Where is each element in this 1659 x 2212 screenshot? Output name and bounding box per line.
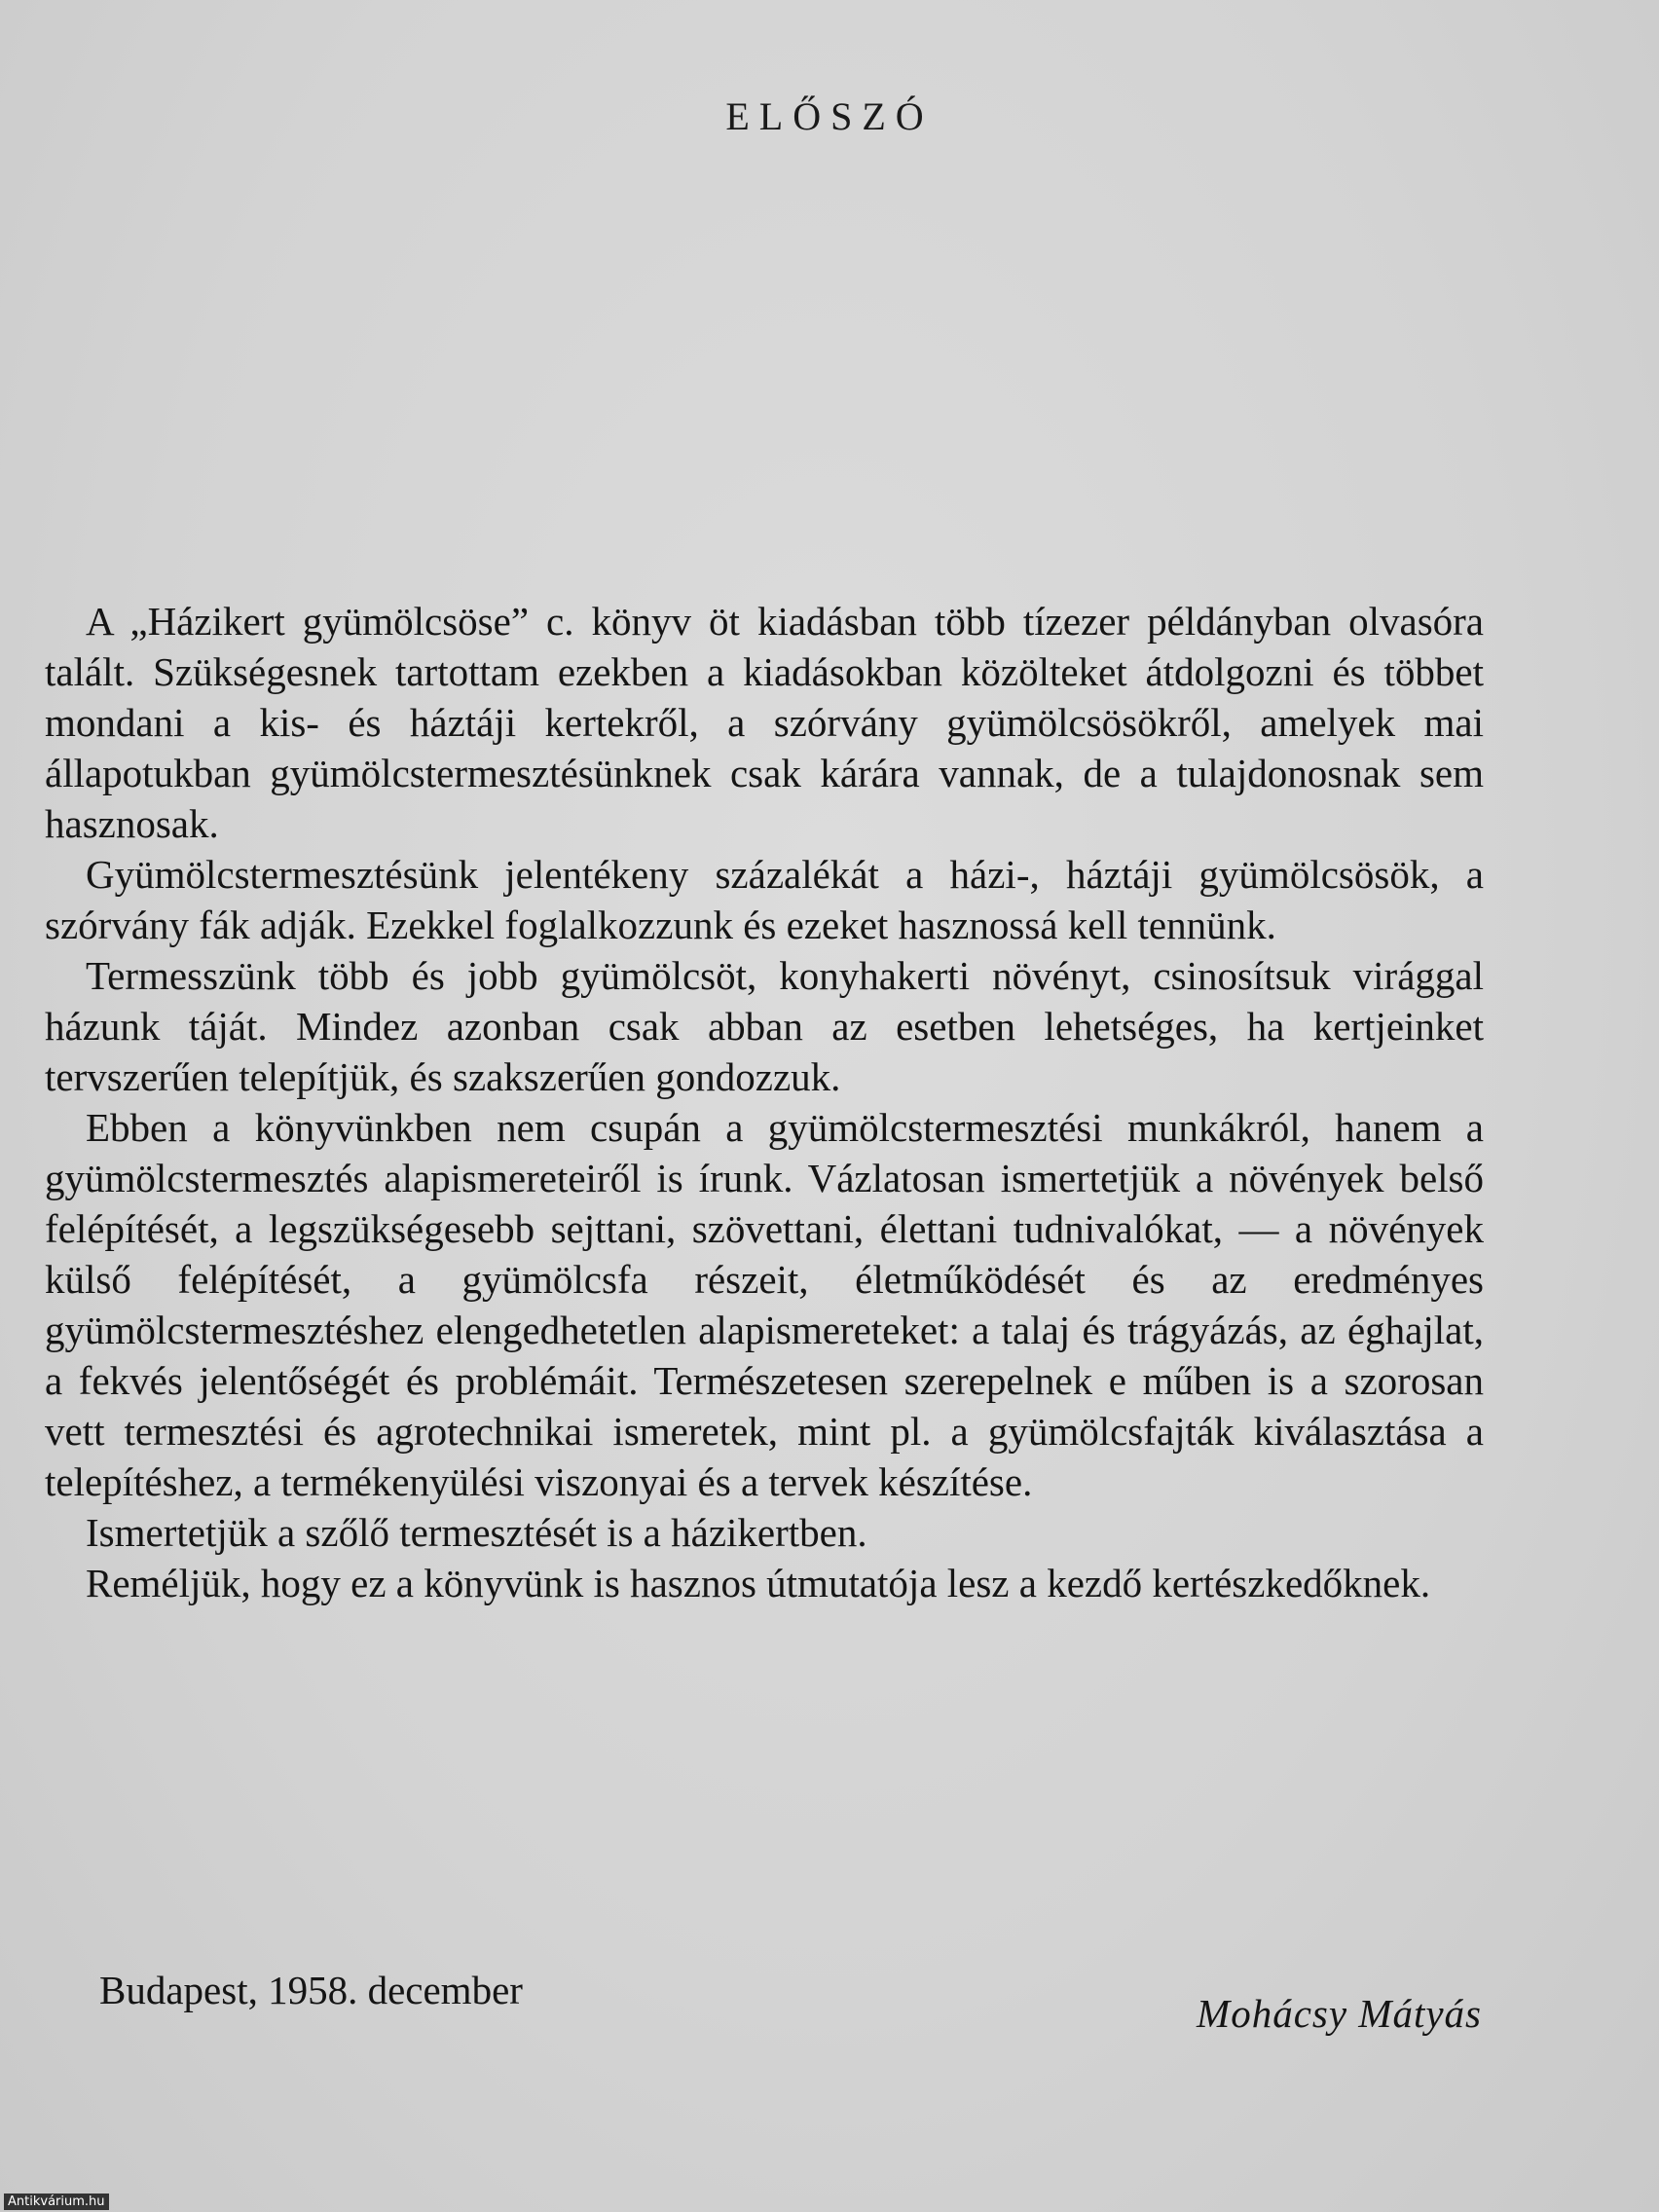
paragraph-3: Termesszünk több és jobb gyümölcsöt, konyhakerti növényt, csinosítsuk virággal házunk táját. Mindez azonban csak abban az esetben lehetséges, ha kertjeinket tervszerűen telepítjük, és szakszerűen gondozzuk.	[45, 953, 1484, 1099]
paragraph-1: A „Házikert gyümölcsöse” c. könyv öt kiadásban több tízezer példányban olvasóra talált. Szükségesnek tartottam ezekben a kiadásokban közölteket átdolgozni és többet mondani a kis- és háztáji kertekről, a szórvány gyümölcsösökről, amelyek mai állapotukban gyümölcstermesztésünknek csak kárára vannak, de a tulajdonosnak sem hasznosak.	[45, 599, 1484, 846]
watermark: Antikvárium.hu	[4, 2194, 109, 2210]
paragraph-5: Ismertetjük a szőlő termesztését is a házikertben.	[86, 1510, 867, 1555]
preface-body	[45, 596, 1484, 1608]
paragraph-4: Ebben a könyvünkben nem csupán a gyümölcstermesztési munkákról, hanem a gyümölcstermesztés alapismereteiről is írunk. Vázlatosan ismertetjük a növények belső felépítését, a legszükségesebb sejttani, szövettani, élettani tudnivalókat, — a növények külső felépítését, a gyümölcsfa részeit, életműködését és az eredményes gyümölcstermesztéshez elengedhetetlen alapismereteket: a talaj és trágyázás, az éghajlat, a fekvés jelentőségét és problémáit. Természetesen szerepelnek e műben is a szorosan vett termesztési és agrotechnikai ismeretek, mint pl. a gyümölcsfajták kiválasztása a telepítéshez, a termékenyülési viszonyai és a tervek készítése.	[45, 1105, 1484, 1504]
paragraph-2: Gyümölcstermesztésünk jelentékeny százalékát a házi-, háztáji gyümölcsösök, a szórvány fák adják. Ezekkel foglalkozzunk és ezeket hasznossá kell tennünk.	[45, 852, 1484, 947]
paragraph-6: Reméljük, hogy ez a könyvünk is hasznos útmutatója lesz a kezdő kertészkedőknek.	[86, 1561, 1431, 1605]
page-title: ELŐSZÓ	[725, 94, 934, 138]
author-signature: Mohácsy Mátyás	[1197, 1991, 1482, 2036]
place-and-date: Budapest, 1958. december	[99, 1968, 523, 2012]
